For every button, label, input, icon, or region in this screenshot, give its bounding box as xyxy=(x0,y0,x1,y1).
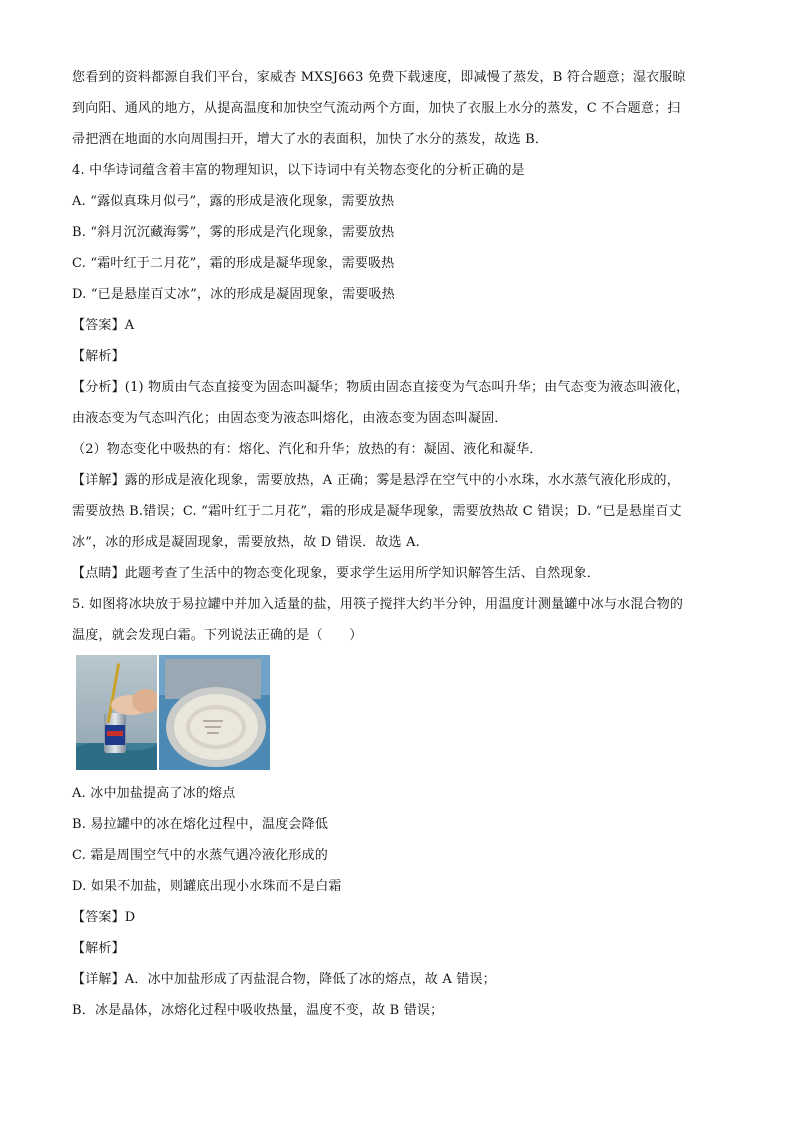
analysis-line: 【分析】(1) 物质由气态直接变为固态叫凝华；物质由固态直接变为气态叫升华；由气态变为液态叫液化， xyxy=(72,380,690,395)
text-line: 帚把洒在地面的水向周围扫开，增大了水的表面积，加快了水分的蒸发，故选 B． xyxy=(72,132,549,147)
question-4-stem: 4. 中华诗词蕴含着丰富的物理知识，以下诗词中有关物态变化的分析正确的是 xyxy=(72,163,525,178)
text-line: 到向阳、通风的地方，从提高温度和加快空气流动两个方面，加快了衣服上水分的蒸发，C 不合题意；扫 xyxy=(72,101,681,116)
analysis-line: （2）物态变化中吸热的有：熔化、汽化和升华；放热的有：凝固、液化和凝华． xyxy=(72,442,543,457)
question-5-figure xyxy=(76,655,734,770)
question-5-stem-cont: 温度，就会发现白霜。下列说法正确的是（ ） xyxy=(72,628,363,643)
detail-line: 需要放热 B.错误；C. “霜叶红于二月花”，霜的形成是凝华现象，需要放热故 C 错误；D. “已是悬崖百丈 xyxy=(72,504,682,519)
question-5-option-a: A. 冰中加盐提高了冰的熔点 xyxy=(72,786,236,801)
detail-line: B．冰是晶体，冰熔化过程中吸收热量，温度不变，故 B 错误； xyxy=(72,1003,444,1018)
comment-line: 【点睛】此题考查了生活中的物态变化现象，要求学生运用所学知识解答生活、自然现象． xyxy=(72,566,601,581)
question-5-option-c: C. 霜是周围空气中的水蒸气遇冷液化形成的 xyxy=(72,848,328,863)
question-4-option-d: D. “已是悬崖百丈冰”，冰的形成是凝固现象，需要吸热 xyxy=(72,287,395,302)
detail-line: 【详解】露的形成是液化现象，需要放热，A 正确；雾是悬浮在空气中的小水珠，水水蒸气液化形成的， xyxy=(72,473,680,488)
document-page xyxy=(72,62,734,1026)
question-5-option-b: B. 易拉罐中的冰在熔化过程中，温度会降低 xyxy=(72,817,329,832)
answer-5: 【答案】D xyxy=(72,910,136,925)
question-4-option-b: B. “斜月沉沉藏海雾”，雾的形成是汽化现象，需要放热 xyxy=(72,225,395,240)
detail-line: 冰”，冰的形成是凝固现象，需要放热，故 D 错误．故选 A. xyxy=(72,535,420,550)
detail-line: 【详解】A．冰中加盐形成了丙盐混合物，降低了冰的熔点，故 A 错误； xyxy=(72,972,496,987)
question-4-option-c: C. “霜叶红于二月花”，霜的形成是凝华现象，需要吸热 xyxy=(72,256,395,271)
analysis-label-5: 【解析】 xyxy=(72,941,125,956)
answer-4: 【答案】A xyxy=(72,318,135,333)
question-5-option-d: D. 如果不加盐，则罐底出现小水珠而不是白霜 xyxy=(72,879,342,894)
question-5-stem: 5. 如图将冰块放于易拉罐中并加入适量的盐，用筷子搅拌大约半分钟，用温度计测量罐中冰与水混合物的 xyxy=(72,597,684,612)
can-bottom-frost-photo xyxy=(159,655,270,770)
text-line: 您看到的资料都源自我们平台，家威杏 MXSJ663 免费下载速度，即减慢了蒸发，B 符合题意；湿衣服晾 xyxy=(72,70,686,85)
analysis-label-4: 【解析】 xyxy=(72,349,125,364)
analysis-line: 由液态变为气态叫汽化；由固态变为液态叫熔化，由液态变为固态叫凝固． xyxy=(72,411,508,426)
question-4-option-a: A. “露似真珠月似弓”，露的形成是液化现象，需要放热 xyxy=(72,194,395,209)
can-stirring-photo xyxy=(76,655,157,770)
